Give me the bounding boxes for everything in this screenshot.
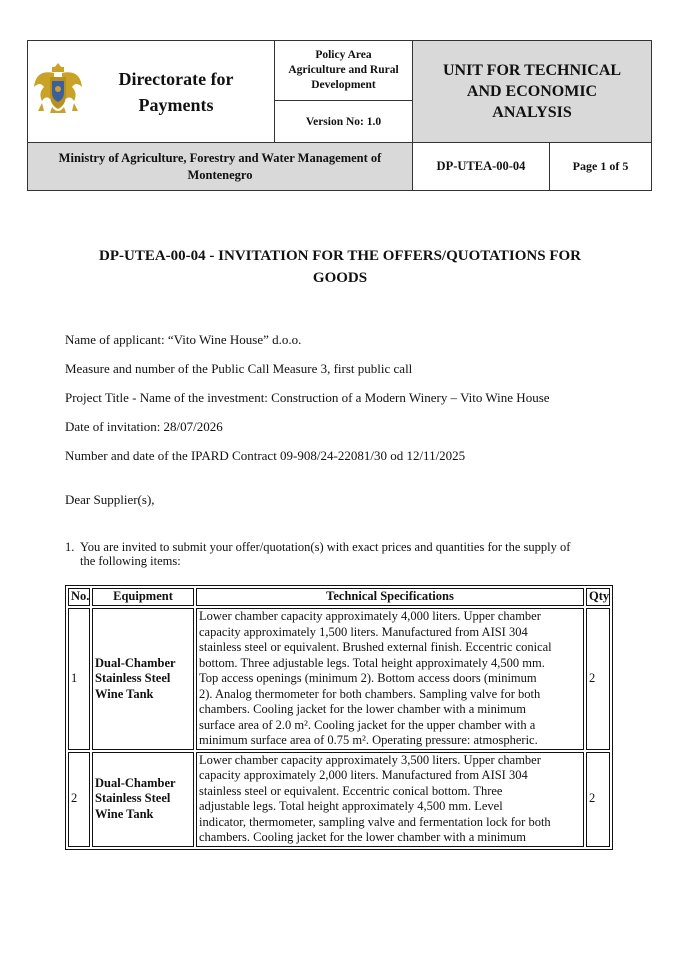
contract-info: Number and date of the IPARD Contract 09-908/24-22081/30 od 12/11/2025 xyxy=(65,448,466,463)
spec-line: minimum surface area of 0.75 m². Operating pressure: atmospheric. xyxy=(199,733,538,747)
equipment-line: Dual-Chamber xyxy=(95,655,176,670)
policy-line: Agriculture and Rural xyxy=(288,64,399,76)
column-header-no: No. xyxy=(68,588,90,606)
unit-line: ANALYSIS xyxy=(492,104,572,121)
spec-line: chambers. Cooling jacket for the lower chamber with a minimum xyxy=(199,702,526,716)
document-title xyxy=(60,245,620,289)
spec-line: adjustable legs. Total height approximately 4,500 mm. Level xyxy=(199,799,503,813)
policy-line: Policy Area xyxy=(315,49,372,61)
column-header-equipment: Equipment xyxy=(92,588,194,606)
table-row xyxy=(68,608,610,750)
table-header-row xyxy=(68,588,610,606)
document-code: DP-UTEA-00-04 xyxy=(413,143,550,191)
spec-line: capacity approximately 1,500 liters. Manufactured from AISI 304 xyxy=(199,624,528,639)
document-header xyxy=(27,40,652,191)
technical-specification xyxy=(196,752,584,847)
organization-name xyxy=(88,66,264,118)
org-name-line: Payments xyxy=(138,94,214,115)
technical-specification xyxy=(196,608,584,750)
greeting: Dear Supplier(s), xyxy=(65,492,155,507)
intro-line: You are invited to submit your offer/quotation(s) with exact prices and quantities for the supply of xyxy=(80,540,571,554)
quantity: 2 xyxy=(586,608,610,750)
measure-info: Measure and number of the Public Call Measure 3, first public call xyxy=(65,361,413,376)
application-info xyxy=(65,330,645,475)
column-header-spec: Technical Specifications xyxy=(196,588,584,606)
montenegro-coat-of-arms-icon xyxy=(32,59,84,121)
equipment-name xyxy=(92,752,194,847)
policy-area-cell xyxy=(275,41,413,101)
equipment-line: Wine Tank xyxy=(95,806,154,821)
spec-line: bottom. Three adjustable legs. Total height approximately 4,500 mm. xyxy=(199,655,545,670)
spec-line: stainless steel or equivalent. Eccentric conical bottom. Three xyxy=(199,783,503,798)
spec-line: capacity approximately 2,000 liters. Manufactured from AISI 304 xyxy=(199,768,528,782)
title-line: DP-UTEA-00-04 - INVITATION FOR THE OFFERS/QUOTATIONS FOR xyxy=(99,248,581,264)
organization-cell xyxy=(28,41,275,143)
version-number: Version No: 1.0 xyxy=(275,101,413,143)
spec-line: Top access openings (minimum 2). Bottom access doors (minimum xyxy=(199,671,537,685)
project-title: Project Title - Name of the investment: Construction of a Modern Winery – Vito Wine House xyxy=(65,390,550,405)
list-number: 1. xyxy=(65,540,75,554)
quantity: 2 xyxy=(586,752,610,847)
equipment-line: Stainless Steel xyxy=(95,791,171,806)
intro-line: the following items: xyxy=(80,554,181,568)
spec-line: chambers. Cooling jacket for the lower chamber with a minimum xyxy=(199,830,526,844)
title-line: GOODS xyxy=(312,270,368,286)
table-row xyxy=(68,752,610,847)
ministry-line: Ministry of Agriculture, Forestry and Water Management of xyxy=(58,150,382,165)
policy-line: Development xyxy=(311,79,376,91)
equipment-line: Wine Tank xyxy=(95,686,154,701)
equipment-line: Stainless Steel xyxy=(95,671,171,685)
invitation-date: Date of invitation: 28/07/2026 xyxy=(65,419,223,434)
equipment-name xyxy=(92,608,194,750)
unit-line: AND ECONOMIC xyxy=(466,83,598,100)
org-name-line: Directorate for xyxy=(118,68,234,89)
ministry-cell xyxy=(28,143,413,191)
row-number: 1 xyxy=(68,608,90,750)
unit-cell xyxy=(413,41,652,143)
spec-line: Lower chamber capacity approximately 3,500 liters. Upper chamber xyxy=(199,752,541,767)
page-number: Page 1 of 5 xyxy=(550,143,652,191)
column-header-qty: Qty xyxy=(586,588,610,606)
spec-line: indicator, thermometer, sampling valve and fermentation lock for both xyxy=(199,814,551,829)
row-number: 2 xyxy=(68,752,90,847)
spec-line: Lower chamber capacity approximately 4,000 liters. Upper chamber xyxy=(199,609,541,623)
spec-line: stainless steel or equivalent. Brushed external finish. Eccentric conical xyxy=(199,640,552,654)
spec-line: surface area of 2.0 m². Cooling jacket for the upper chamber with a xyxy=(199,717,536,732)
intro-paragraph xyxy=(65,540,625,568)
spec-line: 2). Analog thermometer for both chambers. Sampling valve for both xyxy=(199,686,541,701)
unit-line: UNIT FOR TECHNICAL xyxy=(442,62,622,79)
equipment-line: Dual-Chamber xyxy=(95,775,176,790)
items-table xyxy=(65,585,613,850)
ministry-line: Montenegro xyxy=(187,167,253,182)
applicant-name: Name of applicant: “Vito Wine House” d.o.o. xyxy=(65,332,302,347)
